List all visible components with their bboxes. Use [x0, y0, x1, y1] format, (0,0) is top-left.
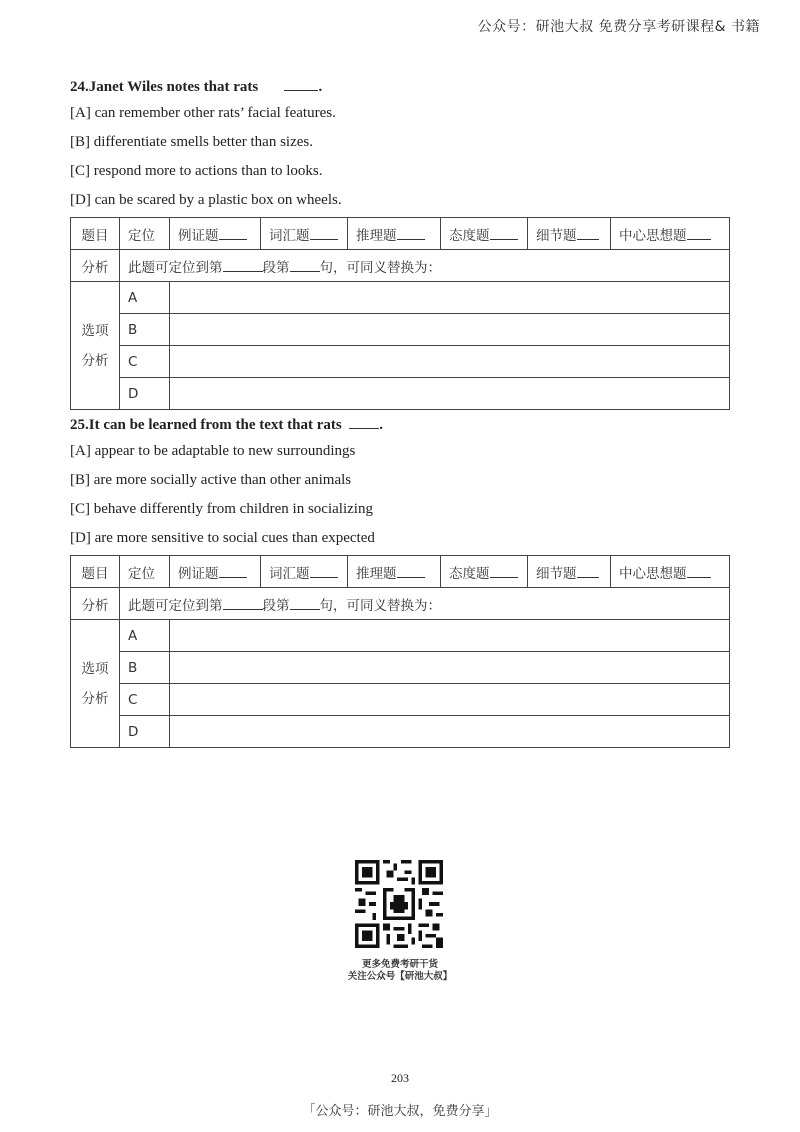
- option-answer-c: [170, 684, 730, 716]
- page-header: 公众号：研池大叔 免费分享考研课程& 书籍: [477, 19, 760, 35]
- option-answer-a: [170, 282, 730, 314]
- type-detail: 细节题: [528, 218, 611, 250]
- type-example: 例证题: [170, 556, 261, 588]
- locate-line: 此题可定位到第 段第 句，可同义替换为：: [120, 588, 730, 620]
- option-letter-b: B: [120, 314, 170, 346]
- option-analysis-head: 选项 分析: [71, 620, 120, 748]
- option-d: [D] can be scared by a plastic box on wheels.: [70, 192, 342, 208]
- row-head-title: 题目: [71, 218, 120, 250]
- option-answer-d: [170, 716, 730, 748]
- type-attitude: 态度题: [441, 218, 528, 250]
- option-answer-b: [170, 314, 730, 346]
- type-vocab: 词汇题: [261, 556, 348, 588]
- option-c: [C] behave differently from children in socializing: [70, 501, 373, 517]
- option-a: [A] appear to be adaptable to new surroundings: [70, 443, 356, 459]
- option-letter-a: A: [120, 282, 170, 314]
- page-footer: 「公众号：研池大叔，免费分享」: [302, 1104, 498, 1119]
- type-example: 例证题: [170, 218, 261, 250]
- qr-block: [347, 860, 453, 983]
- option-letter-d: D: [120, 716, 170, 748]
- row-head-analysis: 分析: [71, 250, 120, 282]
- qr-code-icon[interactable]: [355, 860, 443, 948]
- option-letter-c: C: [120, 346, 170, 378]
- analysis-table: [70, 217, 730, 410]
- option-answer-a: [170, 620, 730, 652]
- option-b: [B] are more socially active than other animals: [70, 472, 352, 488]
- option-a: [A] can remember other rats’ facial features.: [70, 105, 336, 121]
- type-main-idea: 中心思想题: [611, 218, 730, 250]
- option-answer-c: [170, 346, 730, 378]
- option-letter-c: C: [120, 684, 170, 716]
- option-c: [C] respond more to actions than to looks.: [70, 163, 323, 179]
- analysis-table: [70, 555, 730, 748]
- type-locate: 定位: [120, 218, 170, 250]
- question-title: 25.It can be learned from the text that rats .: [70, 413, 730, 437]
- type-detail: 细节题: [528, 556, 611, 588]
- type-locate: 定位: [120, 556, 170, 588]
- qr-caption-2: 关注公众号【研池大叔】: [347, 971, 453, 982]
- option-answer-d: [170, 378, 730, 410]
- type-inference: 推理题: [348, 218, 441, 250]
- question-title: 24.Janet Wiles notes that rats .: [70, 75, 730, 99]
- option-b: [B] differentiate smells better than sizes.: [70, 134, 313, 150]
- type-inference: 推理题: [348, 556, 441, 588]
- option-d: [D] are more sensitive to social cues than expected: [70, 530, 375, 546]
- qr-caption-1: 更多免费考研干货: [361, 959, 438, 970]
- question-25: [70, 413, 730, 748]
- type-vocab: 词汇题: [261, 218, 348, 250]
- option-letter-d: D: [120, 378, 170, 410]
- type-main-idea: 中心思想题: [611, 556, 730, 588]
- option-letter-a: A: [120, 620, 170, 652]
- locate-line: 此题可定位到第 段第 句，可同义替换为：: [120, 250, 730, 282]
- row-head-title: 题目: [71, 556, 120, 588]
- page-number: 203: [391, 1071, 409, 1085]
- option-answer-b: [170, 652, 730, 684]
- option-analysis-head: 选项 分析: [71, 282, 120, 410]
- row-head-analysis: 分析: [71, 588, 120, 620]
- type-attitude: 态度题: [441, 556, 528, 588]
- option-letter-b: B: [120, 652, 170, 684]
- question-24: [70, 75, 730, 410]
